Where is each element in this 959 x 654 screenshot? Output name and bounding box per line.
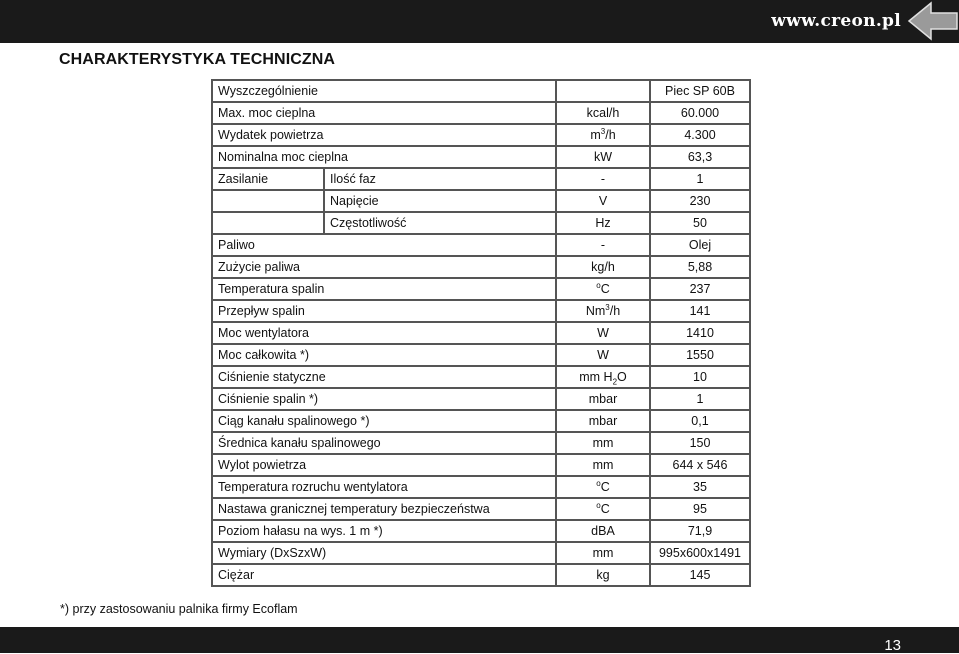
row-value: 141 [650,300,750,322]
row-unit: mm [556,454,650,476]
row-label: Wylot powietrza [212,454,556,476]
row-value: 995x600x1491 [650,542,750,564]
row-label: Przepływ spalin [212,300,556,322]
table-row [212,300,750,322]
group-label: Zasilanie [212,168,324,190]
table-row [212,124,750,146]
row-value: 230 [650,190,750,212]
unit-base: Nm [585,304,606,318]
row-unit [556,366,650,388]
table-row [212,234,750,256]
row-label: Ciśnienie statyczne [212,366,556,388]
top-bar [0,0,959,43]
row-value: 35 [650,476,750,498]
table-row [212,542,750,564]
unit-sup: o [596,280,601,290]
table-row [212,190,750,212]
group-label [212,190,324,212]
row-unit [556,476,650,498]
table-row [212,498,750,520]
table-row [212,102,750,124]
row-label: Nastawa granicznej temperatury bezpieczeństwa [212,498,556,520]
row-value: 644 x 546 [650,454,750,476]
row-value: 60.000 [650,102,750,124]
unit-sub: 2 [612,377,618,387]
row-label: Ciężar [212,564,556,586]
row-value: Olej [650,234,750,256]
row-sublabel: Napięcie [324,190,556,212]
page-number: 13 [884,637,901,654]
page-title: CHARAKTERYSTYKA TECHNICZNA [59,51,336,68]
row-unit: - [556,234,650,256]
row-unit: mbar [556,388,650,410]
row-label: Paliwo [212,234,556,256]
left-arrow-icon[interactable] [907,0,959,43]
row-unit: V [556,190,650,212]
row-unit: kcal/h [556,102,650,124]
row-label: Max. moc cieplna [212,102,556,124]
unit-sup: o [596,478,601,488]
row-unit: Hz [556,212,650,234]
unit-base: m [590,128,601,142]
row-value: 237 [650,278,750,300]
header-model: Piec SP 60B [650,80,750,102]
row-unit [556,300,650,322]
table-row [212,168,750,190]
row-value: 1 [650,168,750,190]
table-row [212,278,750,300]
unit-base: mm H [579,370,613,384]
row-value: 1 [650,388,750,410]
unit-tail: O [617,370,627,384]
row-label: Temperatura rozruchu wentylatora [212,476,556,498]
header-unit [556,80,650,102]
row-unit: kg [556,564,650,586]
unit-tail: C [600,502,610,516]
row-label: Ciąg kanału spalinowego *) [212,410,556,432]
row-unit: kg/h [556,256,650,278]
table-row [212,520,750,542]
table-row [212,410,750,432]
row-value: 10 [650,366,750,388]
table-row [212,256,750,278]
row-value: 150 [650,432,750,454]
table-row [212,432,750,454]
table-row [212,564,750,586]
row-label: Zużycie paliwa [212,256,556,278]
row-label: Poziom hałasu na wys. 1 m *) [212,520,556,542]
row-value: 1550 [650,344,750,366]
unit-tail: /h [609,304,621,318]
row-unit: W [556,344,650,366]
row-value: 4.300 [650,124,750,146]
row-unit: kW [556,146,650,168]
row-sublabel: Ilość faz [324,168,556,190]
row-value: 5,88 [650,256,750,278]
row-label: Wymiary (DxSzxW) [212,542,556,564]
row-unit [556,498,650,520]
row-value: 71,9 [650,520,750,542]
row-label: Temperatura spalin [212,278,556,300]
table-row [212,366,750,388]
unit-tail: C [600,282,610,296]
row-value: 0,1 [650,410,750,432]
unit-sup: 3 [605,302,610,312]
row-label: Moc wentylatora [212,322,556,344]
table-row [212,476,750,498]
row-value: 145 [650,564,750,586]
bottom-bar [0,627,959,653]
unit-sup: 3 [600,126,606,136]
row-unit [556,124,650,146]
row-unit: mm [556,542,650,564]
row-unit: - [556,168,650,190]
table-row [212,212,750,234]
unit-tail: /h [605,128,616,142]
row-label: Ciśnienie spalin *) [212,388,556,410]
row-value: 1410 [650,322,750,344]
row-value: 63,3 [650,146,750,168]
table-row [212,322,750,344]
table-header-row [212,80,750,102]
spec-table [211,79,751,587]
table-row [212,454,750,476]
row-unit: mbar [556,410,650,432]
footnote: *) przy zastosowaniu palnika firmy Ecoflam [60,602,298,616]
row-label: Średnica kanału spalinowego [212,432,556,454]
row-label: Moc całkowita *) [212,344,556,366]
row-unit [556,278,650,300]
header-label: Wyszczególnienie [212,80,556,102]
unit-sup: o [596,500,601,510]
table-row [212,388,750,410]
site-url[interactable]: www.creon.pl [771,11,901,31]
row-label: Nominalna moc cieplna [212,146,556,168]
table-row [212,344,750,366]
row-label: Wydatek powietrza [212,124,556,146]
row-sublabel: Częstotliwość [324,212,556,234]
table-row [212,146,750,168]
unit-tail: C [600,480,610,494]
group-label [212,212,324,234]
row-unit: dBA [556,520,650,542]
row-unit: W [556,322,650,344]
row-unit: mm [556,432,650,454]
row-value: 95 [650,498,750,520]
row-value: 50 [650,212,750,234]
